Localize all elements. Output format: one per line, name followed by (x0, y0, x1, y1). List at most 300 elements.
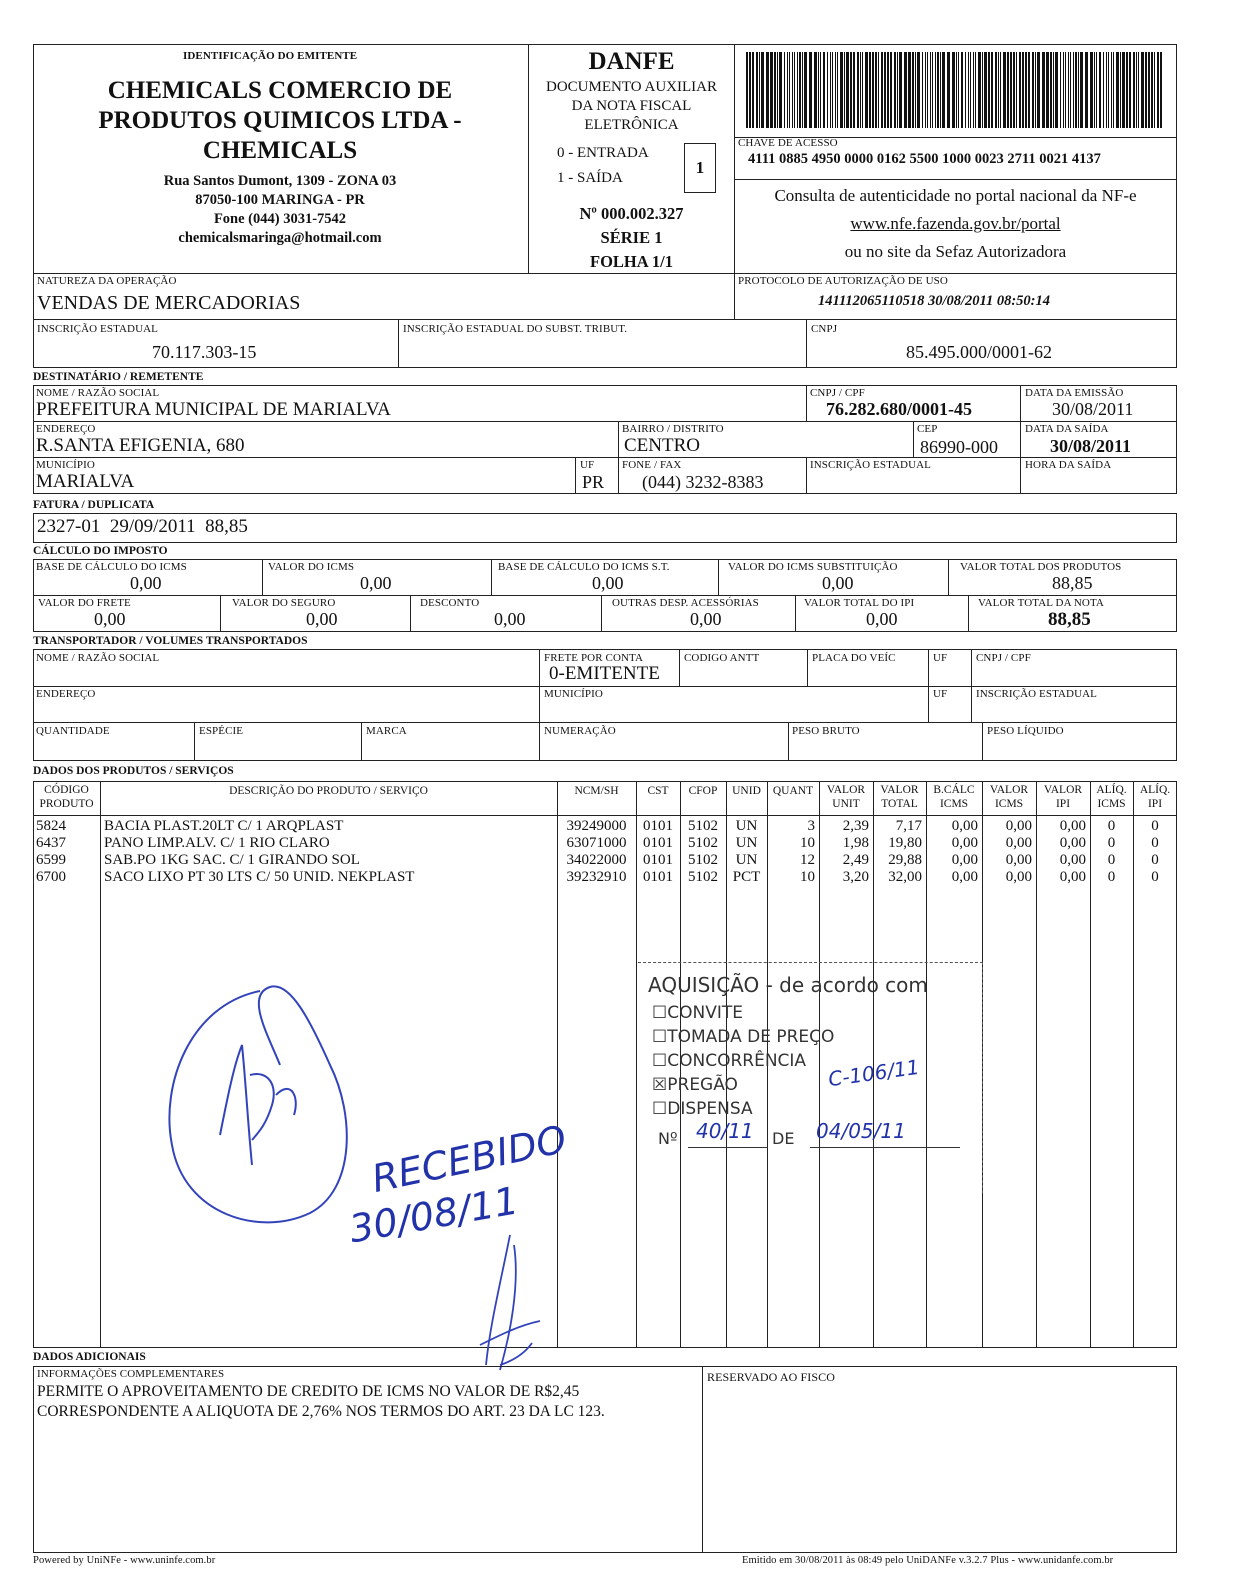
product-cell-codigo: 6599 (36, 852, 66, 868)
header-vunit: VALOR UNIT (826, 784, 866, 810)
product-cell-aicms: 0 (1107, 852, 1116, 868)
barcode-bar (942, 52, 945, 128)
dest-emissao-label: DATA DA EMISSÃO (1025, 387, 1124, 399)
header-vicms: VALOR ICMS (989, 784, 1029, 810)
divider (806, 457, 807, 494)
cnpj-value: 85.495.000/0001-62 (906, 342, 1052, 362)
product-cell-aicms: 0 (1107, 835, 1116, 851)
barcode-bar (837, 52, 838, 128)
barcode-bar (884, 52, 886, 128)
product-cell-descricao: SACO LIXO PT 30 LTS C/ 50 UNID. NEKPLAST (104, 869, 415, 885)
dest-municipio-label: MUNICÍPIO (36, 459, 95, 471)
stamp-opt5: ☐DISPENSA (652, 1099, 753, 1119)
barcode-bar (777, 52, 778, 128)
product-cell-vicms: 0,00 (1005, 835, 1032, 851)
barcode-bar (840, 52, 843, 128)
barcode-bar (922, 52, 923, 128)
divider (618, 421, 619, 494)
cnpj-label: CNPJ (811, 323, 838, 335)
barcode-bar (925, 52, 926, 128)
danfe-tipo-box: 1 (684, 143, 716, 193)
barcode-bar (998, 52, 999, 128)
product-cell-ncm: 39249000 (566, 818, 627, 834)
product-cell-cfop: 5102 (688, 835, 718, 851)
footer-left: Powered by UniNFe - www.uninfe.com.br (33, 1555, 216, 1566)
barcode-bar (1050, 52, 1052, 128)
barcode-bar (978, 52, 981, 128)
ipi-label: VALOR TOTAL DO IPI (804, 597, 915, 609)
product-cell-unid: PCT (732, 869, 761, 885)
header-aipi: ALÍQ. IPI (1139, 784, 1171, 810)
barcode-bar (746, 52, 748, 128)
emitente-section-label: IDENTIFICAÇÃO DO EMITENTE (183, 50, 358, 62)
barcode-bar (850, 52, 852, 128)
portal-link[interactable]: www.nfe.fazenda.gov.br/portal (850, 214, 1061, 233)
product-cell-quant: 10 (800, 835, 815, 851)
product-cell-bc: 0,00 (951, 852, 978, 868)
recebido-handwriting: RECEBIDO (368, 1116, 571, 1202)
stamp-date-value: 04/05/11 (816, 1119, 906, 1143)
divider (33, 595, 1177, 596)
danfe-title: DANFE (588, 48, 675, 75)
dest-ie-label: INSCRIÇÃO ESTADUAL (810, 459, 932, 471)
dest-emissao: 30/08/2011 (1052, 399, 1134, 419)
barcode-bar (809, 52, 812, 128)
barcode-bar (766, 52, 769, 128)
fisco-label: RESERVADO AO FISCO (707, 1370, 835, 1384)
emitente-address: Rua Santos Dumont, 1309 - ZONA 03 87050-100 MARINGA - PR Fone (044) 3031-7542 chemicalsmaringa@hotmail.com (163, 173, 397, 246)
product-cell-cfop: 5102 (688, 852, 718, 868)
divider (971, 649, 972, 722)
column-divider (636, 781, 637, 1348)
barcode-bar (853, 52, 855, 128)
transp-frete: 0-EMITENTE (549, 663, 660, 684)
barcode-bar (797, 52, 798, 128)
barcode-bar (927, 52, 928, 128)
barcode-bar (865, 52, 868, 128)
barcode-bar (1025, 52, 1027, 128)
barcode-bar (912, 52, 914, 128)
barcode-bar (1060, 52, 1061, 128)
dest-uf-label: UF (580, 459, 595, 471)
stamp-title: AQUISIÇÃO - de acordo com (648, 973, 928, 997)
barcode-bar (904, 52, 907, 128)
outras-label: OUTRAS DESP. ACESSÓRIAS (612, 597, 759, 609)
consulta-text: Consulta de autenticidade no portal nacional da NF-e (774, 186, 1137, 205)
barcode-bar (846, 52, 849, 128)
product-cell-codigo: 6700 (36, 869, 66, 885)
transp-uf2-label: UF (933, 688, 948, 700)
barcode-bar (973, 52, 974, 128)
barcode-bar (917, 52, 920, 128)
barcode-bar (1151, 52, 1153, 128)
icms-label: VALOR DO ICMS (268, 561, 355, 573)
product-cell-cst: 0101 (643, 835, 673, 851)
barcode-bar (802, 52, 803, 128)
icms: 0,00 (360, 573, 392, 593)
stamp-ref-value: C-106/11 (826, 1054, 921, 1092)
barcode-bar (752, 52, 754, 128)
dest-endereco: R.SANTA EFIGENIA, 680 (36, 435, 245, 456)
product-cell-vtotal: 32,00 (888, 869, 922, 885)
stamp-num-label: Nº (658, 1129, 678, 1148)
barcode-bar (835, 52, 836, 128)
barcode-bar (792, 52, 793, 128)
barcode-bar (940, 52, 941, 128)
barcode-bar (869, 52, 871, 128)
desconto: 0,00 (494, 609, 526, 629)
column-divider (100, 781, 101, 1348)
barcode-bar (897, 52, 898, 128)
stamp-num-value: 40/11 (696, 1119, 754, 1143)
ie-value: 70.117.303-15 (152, 342, 257, 362)
dest-saida: 30/08/2011 (1050, 436, 1132, 456)
barcode-bar (1046, 52, 1049, 128)
barcode-bar (1019, 52, 1021, 128)
barcode-bar (1113, 52, 1114, 128)
protocolo-label: PROTOCOLO DE AUTORIZAÇÃO DE USO (738, 275, 948, 287)
barcode-bar (1063, 52, 1064, 128)
dest-hora-label: HORA DA SAÍDA (1025, 459, 1112, 471)
divider (795, 595, 796, 632)
barcode-bar (820, 52, 821, 128)
dest-fone: (044) 3232-8383 (642, 472, 764, 492)
product-cell-aipi: 0 (1151, 869, 1159, 885)
fatura-section-label: FATURA / DUPLICATA (33, 499, 155, 511)
transp-uf-label: UF (933, 652, 948, 664)
product-cell-cst: 0101 (643, 818, 673, 834)
product-cell-vtotal: 19,80 (888, 835, 922, 851)
dest-bairro: CENTRO (624, 435, 700, 456)
stamp-opt4: ☒PREGÃO (652, 1075, 738, 1095)
info-label: INFORMAÇÕES COMPLEMENTARES (37, 1368, 225, 1380)
header-quant: QUANT (772, 785, 814, 797)
barcode-bar (937, 52, 939, 128)
barcode-bar (1133, 52, 1135, 128)
barcode-bar (789, 52, 790, 128)
divider (220, 595, 221, 632)
product-cell-cst: 0101 (643, 869, 673, 885)
chave-value: 4111 0885 4950 0000 0162 5500 1000 0023 2711 0021 4137 (748, 151, 1101, 167)
stamp-date-line (810, 1147, 960, 1148)
product-cell-quant: 3 (807, 818, 815, 834)
header-cst: CST (647, 785, 669, 797)
barcode-bar (982, 52, 983, 128)
barcode-bar (1096, 52, 1097, 128)
product-cell-cst: 0101 (643, 852, 673, 868)
barcode-bar (1126, 52, 1128, 128)
barcode-bar (1042, 52, 1045, 128)
divider (928, 649, 929, 722)
ie-label: INSCRIÇÃO ESTADUAL (37, 323, 159, 335)
divider (33, 815, 1177, 816)
ipi: 0,00 (866, 609, 898, 629)
barcode-bar (749, 52, 751, 128)
barcode-bar (890, 52, 892, 128)
barcode-bar (878, 52, 879, 128)
barcode-bar (1148, 52, 1150, 128)
transp-numeracao-label: NUMERAÇÃO (544, 725, 616, 737)
transp-quantidade-label: QUANTIDADE (36, 725, 110, 737)
chave-label: CHAVE DE ACESSO (738, 137, 838, 149)
transp-peso-bruto-label: PESO BRUTO (792, 725, 860, 737)
product-cell-vicms: 0,00 (1005, 852, 1032, 868)
signature-loop (150, 975, 360, 1245)
divider (807, 649, 808, 686)
recebido-date-handwriting: 30/08/11 (346, 1178, 522, 1252)
destinatario-section-label: DESTINATÁRIO / REMETENTE (33, 371, 204, 383)
barcode-bar (1035, 52, 1036, 128)
barcode-bar (894, 52, 896, 128)
barcode-bar (1075, 52, 1077, 128)
barcode-bar (1138, 52, 1139, 128)
barcode-bar (804, 52, 807, 128)
stamp-num-line (688, 1147, 768, 1148)
header-cfop: CFOP (688, 785, 718, 797)
product-cell-ncm: 39232910 (566, 869, 627, 885)
fatura-value: 2327-01 29/09/2011 88,85 (37, 516, 248, 537)
barcode-bar (1136, 52, 1137, 128)
seguro: 0,00 (306, 609, 338, 629)
product-cell-vicms: 0,00 (1005, 818, 1032, 834)
barcode-bar (930, 52, 931, 128)
header-vtotal: VALOR TOTAL (880, 784, 919, 810)
product-cell-vipi: 0,00 (1059, 818, 1086, 834)
barcode-bar (779, 52, 782, 128)
stamp-opt1: ☐CONVITE (652, 1003, 743, 1023)
barcode-bar (860, 52, 861, 128)
dest-bairro-label: BAIRRO / DISTRITO (622, 423, 724, 435)
barcode-bar (1106, 52, 1107, 128)
product-cell-ncm: 34022000 (566, 852, 627, 868)
product-cell-unid: UN (735, 852, 758, 868)
transp-cnpj-label: CNPJ / CPF (976, 652, 1031, 664)
desconto-label: DESCONTO (420, 597, 480, 609)
danfe-entrada: 0 - ENTRADA (557, 145, 649, 161)
transp-frete-label: FRETE POR CONTA (544, 652, 644, 664)
header-unid: UNID (732, 785, 761, 797)
outras: 0,00 (690, 609, 722, 629)
total-nota: 88,85 (1048, 609, 1091, 630)
divider (806, 319, 807, 368)
total-nota-label: VALOR TOTAL DA NOTA (978, 597, 1104, 609)
bc-st-label: BASE DE CÁLCULO DO ICMS S.T. (498, 561, 670, 573)
barcode-bar (1085, 52, 1088, 128)
produtos-section-label: DADOS DOS PRODUTOS / SERVIÇOS (33, 765, 234, 777)
product-cell-cfop: 5102 (688, 818, 718, 834)
header-bc: B.CÁLC ICMS (933, 784, 975, 810)
barcode-bar (947, 52, 950, 128)
bc-icms: 0,00 (130, 573, 162, 593)
barcode-bar (794, 52, 795, 128)
product-cell-unid: UN (735, 818, 758, 834)
barcode-bar (1099, 52, 1101, 128)
transp-placa-label: PLACA DO VEÍC (812, 652, 896, 664)
signature-loop-stroke (169, 986, 346, 1222)
barcode-bar (1154, 52, 1155, 128)
barcode-bar (899, 52, 902, 128)
divider (361, 722, 362, 761)
divider (491, 559, 492, 595)
barcode-bar (823, 52, 825, 128)
column-divider (1036, 781, 1037, 1348)
barcode-bar (1145, 52, 1147, 128)
barcode-bar (1000, 52, 1001, 128)
consulta-text-2: ou no site da Sefaz Autorizadora (844, 242, 1067, 261)
product-cell-unid: UN (735, 835, 758, 851)
barcode-bar (827, 52, 828, 128)
column-divider (1090, 781, 1091, 1348)
bc-st: 0,00 (592, 573, 624, 593)
barcode-bar (932, 52, 933, 128)
barcode-bar (1157, 52, 1159, 128)
barcode-bar (787, 52, 788, 128)
product-cell-descricao: SAB.PO 1KG SAC. C/ 1 GIRANDO SOL (104, 852, 360, 868)
product-cell-aipi: 0 (1151, 835, 1159, 851)
divider (601, 595, 602, 632)
barcode-bar (1003, 52, 1006, 128)
dest-uf: PR (582, 472, 605, 492)
product-cell-vtotal: 7,17 (895, 818, 922, 834)
frete-label: VALOR DO FRETE (38, 597, 131, 609)
signature-lower-stroke (480, 1235, 540, 1370)
transp-especie-label: ESPÉCIE (199, 725, 244, 737)
danfe-subtitle: DOCUMENTO AUXILIAR DA NOTA FISCAL ELETRÔNICA (546, 79, 717, 133)
divider (982, 722, 983, 761)
barcode-bar (1120, 52, 1121, 128)
barcode-bar (887, 52, 889, 128)
barcode-bar (995, 52, 997, 128)
product-cell-aipi: 0 (1151, 818, 1159, 834)
barcode-bar (1013, 52, 1015, 128)
barcode-bar (984, 52, 987, 128)
barcode-bar (970, 52, 971, 128)
divider (262, 559, 263, 595)
barcode-bar (1065, 52, 1066, 128)
barcode-bar (958, 52, 959, 128)
natureza-label: NATUREZA DA OPERAÇÃO (37, 275, 177, 287)
divider (539, 649, 540, 761)
icms-st: 0,00 (822, 573, 854, 593)
dest-nome-label: NOME / RAZÃO SOCIAL (36, 387, 160, 399)
divider (718, 559, 719, 595)
barcode-bar (1073, 52, 1074, 128)
info-text: PERMITE O APROVEITAMENTO DE CREDITO DE ICMS NO VALOR DE R$2,45 CORRESPONDENTE A ALIQUOTA DE 2,76% NOS TERMOS DO ART. 23 DA LC 123. (37, 1383, 605, 1420)
product-cell-vunit: 2,39 (842, 818, 869, 834)
barcode-bar (1108, 52, 1109, 128)
divider (1020, 385, 1021, 494)
divider (33, 722, 1177, 723)
signature-scribble (220, 1045, 296, 1165)
dest-cnpj-label: CNPJ / CPF (810, 387, 865, 399)
barcode-bar (875, 52, 877, 128)
barcode-bar (961, 52, 963, 128)
bc-icms-label: BASE DE CÁLCULO DO ICMS (36, 561, 187, 573)
barcode-bar (965, 52, 966, 128)
barcode-bar (832, 52, 833, 128)
barcode-bar (1129, 52, 1131, 128)
barcode-bar (952, 52, 955, 128)
product-cell-vipi: 0,00 (1059, 835, 1086, 851)
barcode-bar (988, 52, 990, 128)
barcode-bar (1053, 52, 1054, 128)
product-cell-quant: 10 (800, 869, 815, 885)
barcode-bar (935, 52, 936, 128)
divider (968, 595, 969, 632)
transp-ie-label: INSCRIÇÃO ESTADUAL (976, 688, 1098, 700)
total-prod: 88,85 (1052, 573, 1093, 593)
dest-cep: 86990-000 (920, 437, 998, 457)
barcode-bar (1090, 52, 1093, 128)
barcode-bar (975, 52, 976, 128)
divider (194, 722, 195, 761)
product-cell-codigo: 5824 (36, 818, 66, 834)
divider (398, 319, 399, 368)
product-cell-ncm: 63071000 (566, 835, 627, 851)
product-cell-vipi: 0,00 (1059, 852, 1086, 868)
aquisicao-stamp (638, 962, 983, 1193)
icms-st-label: VALOR DO ICMS SUBSTITUIÇÃO (728, 561, 898, 573)
divider (679, 649, 680, 686)
transp-antt-label: CODIGO ANTT (684, 652, 760, 664)
product-cell-vunit: 3,20 (842, 869, 869, 885)
barcode-bar (1103, 52, 1104, 128)
barcode-bar (759, 52, 760, 128)
barcode-bar (1078, 52, 1079, 128)
product-cell-bc: 0,00 (951, 869, 978, 885)
stamp-opt2: ☐TOMADA DE PREÇO (652, 1027, 835, 1047)
barcode (746, 52, 1164, 128)
divider (33, 457, 1177, 458)
barcode-bar (818, 52, 819, 128)
footer-right: Emitido em 30/08/2011 às 08:49 pelo UniDANFe v.3.2.7 Plus - www.unidanfe.com.br (742, 1555, 1114, 1566)
barcode-bar (1037, 52, 1040, 128)
product-cell-bc: 0,00 (951, 818, 978, 834)
header-aicms: ALÍQ. ICMS (1096, 784, 1127, 810)
divider (702, 1366, 703, 1553)
barcode-bar (799, 52, 801, 128)
barcode-bar (857, 52, 859, 128)
barcode-bar (756, 52, 758, 128)
product-cell-vunit: 2,49 (842, 852, 869, 868)
barcode-bar (770, 52, 773, 128)
barcode-bar (830, 52, 831, 128)
barcode-bar (1094, 52, 1095, 128)
transp-endereco-label: ENDEREÇO (36, 688, 96, 700)
seguro-label: VALOR DO SEGURO (232, 597, 336, 609)
total-prod-label: VALOR TOTAL DOS PRODUTOS (960, 561, 1122, 573)
dest-fone-label: FONE / FAX (622, 459, 682, 471)
dest-cnpj: 76.282.680/0001-45 (826, 399, 972, 419)
adicionais-section-label: DADOS ADICIONAIS (33, 1351, 146, 1363)
header-codigo: CÓDIGO PRODUTO (39, 784, 94, 810)
header-ncm: NCM/SH (574, 785, 619, 797)
product-cell-vtotal: 29,88 (888, 852, 922, 868)
header-descricao: DESCRIÇÃO DO PRODUTO / SERVIÇO (229, 785, 428, 797)
transp-marca-label: MARCA (366, 725, 407, 737)
barcode-bar (881, 52, 883, 128)
ie-st-label: INSCRIÇÃO ESTADUAL DO SUBST. TRIBUT. (403, 323, 628, 335)
barcode-bar (1032, 52, 1034, 128)
barcode-bar (1055, 52, 1058, 128)
barcode-bar (956, 52, 957, 128)
barcode-bar (1068, 52, 1069, 128)
product-cell-bc: 0,00 (951, 835, 978, 851)
dest-endereco-label: ENDEREÇO (36, 423, 96, 435)
barcode-bar (761, 52, 764, 128)
dest-nome: PREFEITURA MUNICIPAL DE MARIALVA (36, 399, 391, 420)
frete: 0,00 (94, 609, 126, 629)
